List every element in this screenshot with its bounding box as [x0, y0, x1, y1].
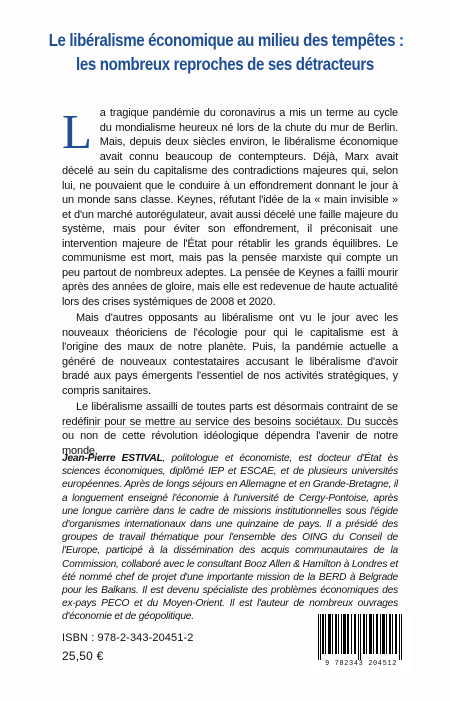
author-bio-text: , politologue et économiste, est docteur d'État ès sciences économiques, diplômé IEP et ESCAE, et de plusieurs universités européennes. Après de longs séjours en Allemagne et en Grande-Bretagne, il a longuement enseigné l'économie à l'université de Cergy-Pontoise, après une longue carrière dans le cadre de missions institutionnelles sous l'égide d'organismes internationaux dans une quinzaine de pays. Il a présidé des groupes de travail thématique pour l'ensemble des OING du Conseil de l'Europe, participé à la dissémination des acquis communautaires de la Commission, collaboré avec le consultant Booz Allen & Hamilton à Londres et été nommé chef de projet d'une importante mission de la BERD à Belgrade pour les Balkans. Il est devenu spécialiste des problèmes économiques des ex-pays PECO et du Moyen-Orient. Il est l'auteur de nombreux ouvrages d'économie et de géopolitique. [62, 453, 398, 623]
isbn-label: ISBN : 978-2-343-20451-2 [62, 632, 194, 644]
blurb-paragraph-1-text: a tragique pandémie du coronavirus a mis un terme au cycle du mondialisme heureux né lors de la chute du mur de Berlin. Mais, depuis deux siècles environ, le libéralisme économique avait connu beaucoup de contempteurs. Déjà, Marx avait décelé au sein du capitalisme des contradictions majeures qui, selon lui, ne pouvaient que le conduire à un effondrement donnant le jour à un monde sans classe. Keynes, réfutant l'idée de la « main invisible » et d'un marché autorégulateur, avait aussi décelé une faille majeure du système, mais pour éviter son effondrement, il préconisait une intervention majeure de l'État pour rétablir les grands équilibres. Le communisme est mort, mais pas la pensée marxiste qui compte un peu partout de nombreux adeptes. La pensée de Keynes a failli mourir après des années de gloire, mais elle est redevenue de haute actualité lors des crises systémiques de 2008 et 2020. [62, 107, 398, 308]
blurb-text [62, 106, 398, 460]
cover-title [49, 28, 402, 76]
blurb-paragraph-3: Le libéralisme assailli de toutes parts est désormais contraint de se redéfinir pour se mettre au service des besoins sociétaux. Du succès ou non de cette révolution idéologique dépendra l'avenir de notre monde. [62, 401, 398, 457]
blurb-paragraph-1 [62, 106, 398, 309]
price-label: 25,50 € [62, 649, 104, 663]
title-line-2: les nombreux reproches de ses détracteurs [76, 54, 374, 74]
barcode-bars-icon [316, 614, 406, 660]
blurb-paragraph-2: Mais d'autres opposants au libéralisme ont vu le jour avec les nouveaux théoriciens de l'écologie pour qui le capitalisme est à l'origine des maux de notre planète. Puis, la pandémie actuelle a généré de nouveaux contestataires accusant le libéralisme d'avoir bradé aux pays émergents l'essentiel de nos activités stratégiques, y compris sanitaires. [62, 312, 398, 397]
author-name: Jean-Pierre ESTIVAL [62, 453, 163, 464]
author-bio [62, 452, 398, 624]
title-line-1: Le libéralisme économique au milieu des tempêtes : [48, 30, 404, 50]
drop-cap-letter: L [62, 104, 92, 159]
barcode [312, 610, 410, 672]
barcode-number: 9 782343 204512 [324, 660, 397, 668]
section-divider [62, 427, 398, 428]
